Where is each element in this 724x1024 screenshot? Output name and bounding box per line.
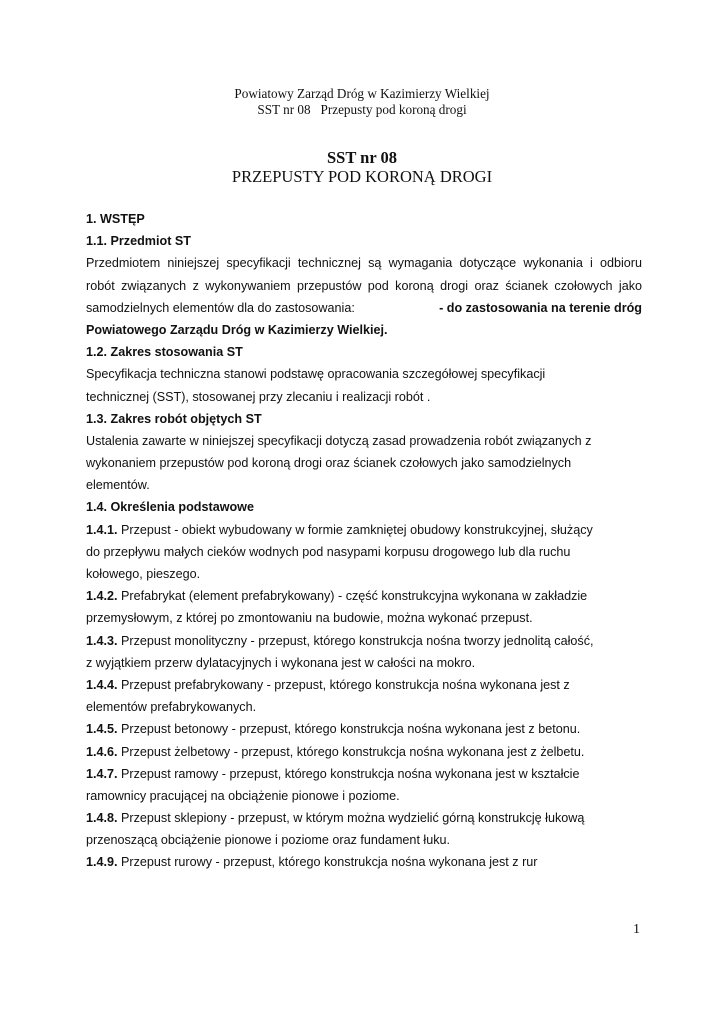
definition-line (86, 807, 642, 829)
definition-number: 1.4.3. (86, 633, 118, 648)
title-spec-name: PRZEPUSTY POD KORONĄ DROGI (231, 167, 493, 186)
definition-line (86, 519, 642, 541)
definition-number: 1.4.7. (86, 766, 118, 781)
header-organization: Powiatowy Zarząd Dróg w Kazimierzy Wielkiej (234, 86, 490, 101)
definition-line (86, 718, 642, 740)
definition-text: Prefabrykat (element prefabrykowany) - część konstrukcyjna wykonana w zakładzie (121, 589, 588, 604)
definition-line (86, 851, 642, 873)
definition-line: przenoszącą obciążenie pionowe i poziome oraz fundament łuku. (86, 833, 451, 848)
paragraph-line: technicznej (SST), stosowanej przy zlecaniu i realizacji robót . (86, 389, 431, 404)
paragraph-text: samodzielnych elementów dla do zastosowania: (86, 300, 355, 315)
paragraph-line: Przedmiotem niniejszej specyfikacji technicznej są wymagania dotyczące wykonania i odbioru (86, 256, 642, 271)
definition-text: Przepust żelbetowy - przepust, którego konstrukcja nośna wykonana jest z żelbetu. (121, 744, 585, 759)
definition-line: przemysłowym, z której po zmontowaniu na budowie, można wykonać przepust. (86, 611, 533, 626)
definition-number: 1.4.1. (86, 522, 118, 537)
definition-line (86, 585, 642, 607)
subsection-heading: 1.3. Zakres robót objętych ST (86, 411, 262, 426)
paragraph-line: elementów. (86, 478, 150, 493)
definition-number: 1.4.2. (86, 589, 118, 604)
subsection-heading: 1.4. Określenia podstawowe (86, 500, 254, 515)
paragraph-bold-line: Powiatowego Zarządu Dróg w Kazimierzy Wielkiej. (86, 322, 388, 337)
document-body (86, 208, 642, 874)
definition-text: Przepust monolityczny - przepust, którego konstrukcja nośna tworzy jednolitą całość, (121, 633, 594, 648)
definition-line (86, 763, 642, 785)
document-title (0, 148, 724, 186)
paragraph-line: wykonaniem przepustów pod koroną drogi oraz ścianek czołowych jako samodzielnych (86, 456, 572, 471)
definition-text: Przepust - obiekt wybudowany w formie zamkniętej obudowy konstrukcyjnej, służący (121, 522, 593, 537)
paragraph-line: Specyfikacja techniczna stanowi podstawę opracowania szczegółowej specyfikacji (86, 367, 546, 382)
definition-line (86, 741, 642, 763)
definition-number: 1.4.5. (86, 722, 118, 737)
page-number: 1 (633, 922, 640, 937)
paragraph-line: Ustalenia zawarte w niniejszej specyfikacji dotyczą zasad prowadzenia robót związanych z (86, 433, 592, 448)
subsection-heading: 1.1. Przedmiot ST (86, 234, 191, 249)
definition-number: 1.4.6. (86, 744, 118, 759)
subsection-heading: 1.2. Zakres stosowania ST (86, 345, 243, 360)
header-document-ref: SST nr 08 Przepusty pod koroną drogi (257, 102, 467, 117)
definition-line (86, 630, 642, 652)
paragraph-line (86, 297, 642, 319)
definition-text: Przepust prefabrykowany - przepust, którego konstrukcja nośna wykonana jest z (121, 677, 570, 692)
definition-number: 1.4.4. (86, 677, 118, 692)
definition-text: Przepust rurowy - przepust, którego konstrukcja nośna wykonana jest z rur (121, 855, 538, 870)
definition-line (86, 674, 642, 696)
section-heading: 1. WSTĘP (86, 212, 145, 226)
paragraph-line: robót związanych z wykonywaniem przepustów pod koroną drogi oraz ścianek czołowych jako (86, 278, 642, 293)
definition-text: Przepust sklepiony - przepust, w którym można wydzielić górną konstrukcję łukową (121, 811, 585, 826)
running-header (0, 86, 724, 118)
definition-text: Przepust ramowy - przepust, którego konstrukcja nośna wykonana jest w kształcie (121, 766, 580, 781)
definition-text: Przepust betonowy - przepust, którego konstrukcja nośna wykonana jest z betonu. (121, 722, 581, 737)
definition-line: kołowego, pieszego. (86, 567, 201, 581)
definition-number: 1.4.8. (86, 811, 118, 826)
definition-number: 1.4.9. (86, 855, 118, 870)
paragraph-bold-text: - do zastosowania na terenie dróg (439, 300, 642, 315)
definition-line: do przepływu małych cieków wodnych pod nasypami korpusu drogowego lub dla ruchu (86, 544, 571, 559)
definition-line: elementów prefabrykowanych. (86, 700, 257, 715)
definition-line: z wyjątkiem przerw dylatacyjnych i wykonana jest w całości na mokro. (86, 655, 476, 670)
definition-line: ramownicy pracującej na obciążenie pionowe i poziome. (86, 788, 400, 803)
title-spec-number: SST nr 08 (326, 148, 397, 167)
